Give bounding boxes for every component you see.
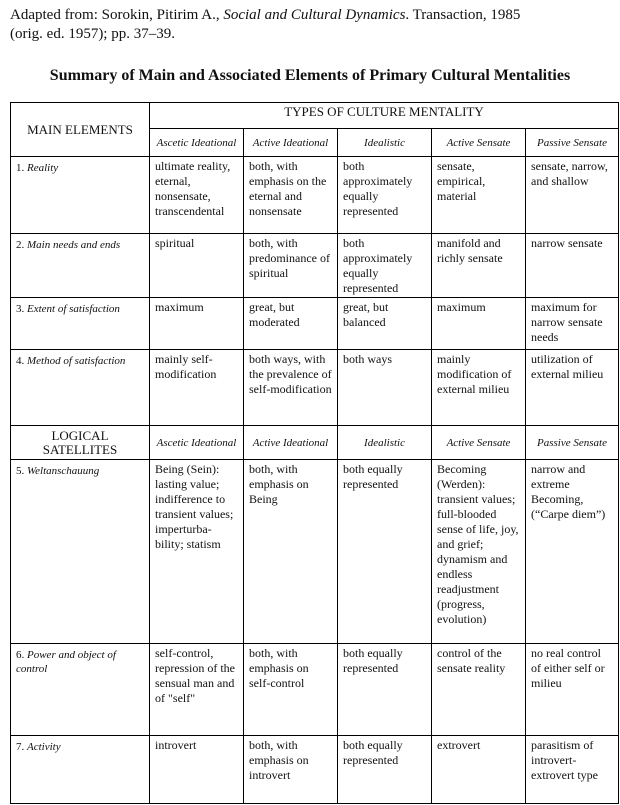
table-cell: maximum for narrow sensate needs [526, 298, 619, 350]
table-row [11, 298, 619, 350]
table-cell: both, with emphasis on Being [244, 460, 338, 644]
table-cell: sensate, narrow, and shallow [526, 157, 619, 234]
column-header: Ascetic Ideational [150, 129, 244, 157]
table-cell: both approximately equally represented [338, 234, 432, 298]
column-header: Passive Sensate [526, 426, 619, 460]
citation-prefix: Adapted from: Sorokin, Pitirim A., [10, 7, 224, 23]
row-label-text: Reality [27, 162, 59, 174]
row-number: 4. [16, 355, 27, 367]
header-row [11, 103, 619, 129]
row-label-text: Main needs and ends [27, 239, 121, 251]
table-cell: ultimate reality, eternal, nonsensate, transcendental [150, 157, 244, 234]
row-number: 2. [16, 239, 27, 251]
row-label [11, 234, 150, 298]
table-cell: mainly self-modification [150, 350, 244, 426]
row-number: 5. [16, 465, 27, 477]
table-cell: manifold and richly sensate [432, 234, 526, 298]
table-cell: maximum [432, 298, 526, 350]
row-number: 7. [16, 741, 27, 753]
table-cell: extrovert [432, 736, 526, 804]
column-header: Idealistic [338, 129, 432, 157]
table-cell: narrow sensate [526, 234, 619, 298]
table-cell: narrow and extreme Becoming, (“Carpe diem”) [526, 460, 619, 644]
table-cell: spiritual [150, 234, 244, 298]
column-header: Ascetic Ideational [150, 426, 244, 460]
table-cell: both, with emphasis on self-control [244, 644, 338, 736]
table-row [11, 234, 619, 298]
table-cell: both, with predominance of spiritual [244, 234, 338, 298]
logical-satellites-header: LOGICAL SATELLITES [11, 426, 150, 460]
row-number: 1. [16, 162, 27, 174]
source-citation [10, 6, 610, 44]
row-number: 3. [16, 303, 27, 315]
column-header: Active Sensate [432, 129, 526, 157]
table-cell: both ways [338, 350, 432, 426]
row-label [11, 460, 150, 644]
table-cell: great, but moderated [244, 298, 338, 350]
column-header: Active Sensate [432, 426, 526, 460]
row-label-text: Power and object of control [16, 649, 116, 675]
table-cell: both, with emphasis on the eternal and nonsensate [244, 157, 338, 234]
page-title: Summary of Main and Associated Elements of Primary Cultural Mentalities [49, 67, 571, 84]
table-row [11, 460, 619, 644]
row-label-text: Method of satisfaction [27, 355, 126, 367]
table-cell: both ways, with the prevalence of self-modification [244, 350, 338, 426]
row-label-text: Weltanschauung [27, 465, 100, 477]
citation-publisher: . Transaction, 1985 [405, 7, 521, 23]
types-header: TYPES OF CULTURE MENTALITY [150, 103, 619, 129]
row-label [11, 644, 150, 736]
table-cell: both equally represented [338, 460, 432, 644]
column-header: Idealistic [338, 426, 432, 460]
citation-book-title: Social and Cultural Dynamics [223, 7, 406, 23]
table-cell: mainly modification of external milieu [432, 350, 526, 426]
row-label [11, 350, 150, 426]
table-row [11, 157, 619, 234]
table-cell: both equally represented [338, 736, 432, 804]
column-header: Active Ideational [244, 426, 338, 460]
row-label [11, 157, 150, 234]
row-label-text: Extent of satisfaction [27, 303, 120, 315]
table-cell: both equally represented [338, 644, 432, 736]
satellites-header-row [11, 426, 619, 460]
table-cell: control of the sensate reality [432, 644, 526, 736]
table-cell: parasitism of introvert-extrovert type [526, 736, 619, 804]
column-header: Passive Sensate [526, 129, 619, 157]
table-cell: maximum [150, 298, 244, 350]
table-body [11, 103, 619, 804]
table-row [11, 736, 619, 804]
column-header: Active Ideational [244, 129, 338, 157]
table-row [11, 350, 619, 426]
table-cell: no real control of either self or milieu [526, 644, 619, 736]
mentalities-table [10, 102, 619, 804]
citation-edition: (orig. ed. 1957); pp. 37–39. [10, 26, 175, 42]
table-cell: Becoming (Werden): transient values; full-blooded sense of life, joy, and grief; dynamism and endless readjustment (progress, evolution) [432, 460, 526, 644]
main-elements-header: MAIN ELEMENTS [11, 103, 150, 157]
table-cell: self-control, repression of the sensual man and of "self" [150, 644, 244, 736]
table-cell: great, but balanced [338, 298, 432, 350]
row-label [11, 736, 150, 804]
table-cell: introvert [150, 736, 244, 804]
table-cell: both approximately equally represented [338, 157, 432, 234]
row-label [11, 298, 150, 350]
table-cell: sensate, empirical, material [432, 157, 526, 234]
table-row [11, 644, 619, 736]
row-label-text: Activity [27, 741, 61, 753]
table-cell: utilization of external milieu [526, 350, 619, 426]
table-cell: Being (Sein): lasting value; indifference to transient values; imperturba-bility; statism [150, 460, 244, 644]
table-cell: both, with emphasis on introvert [244, 736, 338, 804]
row-number: 6. [16, 649, 27, 661]
